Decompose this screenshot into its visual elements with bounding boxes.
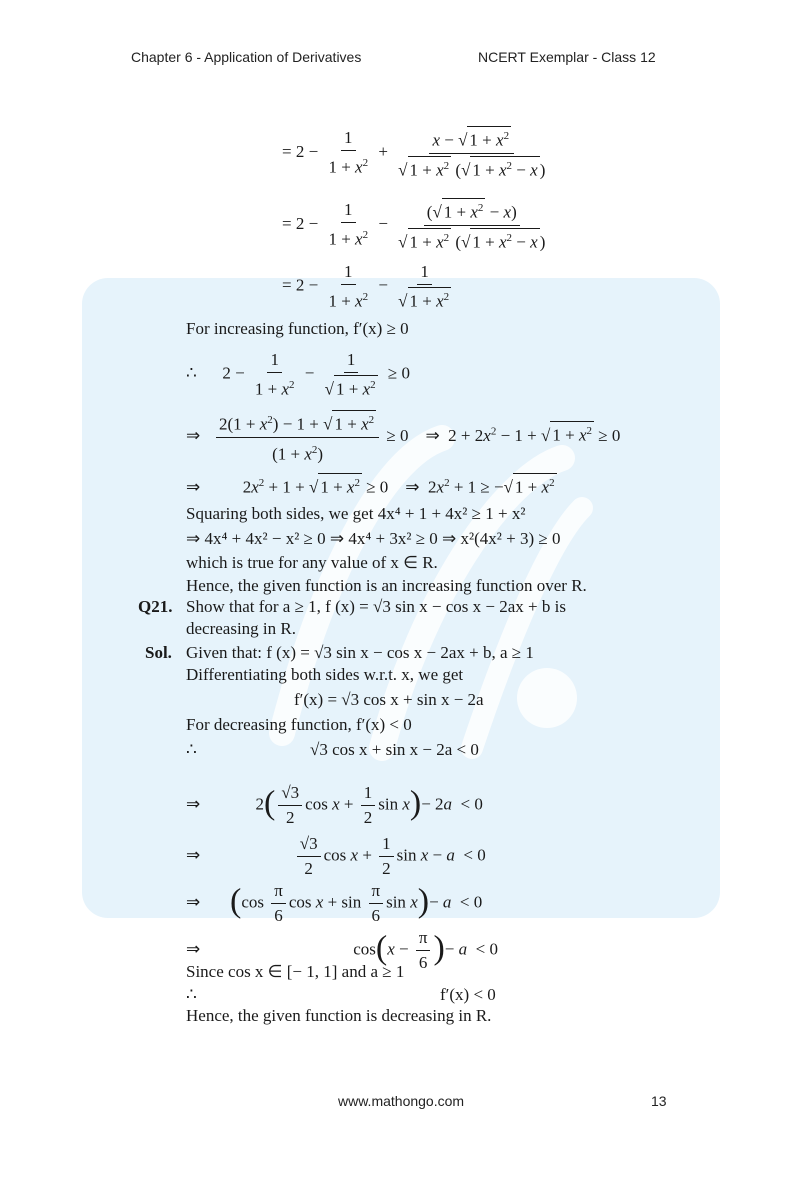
eq-line-7: √3 cos x + sin x − 2a < 0 — [310, 740, 479, 759]
page-number: 13 — [651, 1093, 667, 1109]
final-derivative: f′(x) < 0 — [440, 985, 496, 1004]
therefore-symbol-2: ∴ — [186, 985, 197, 1004]
eq-line-1: = 2 − $\frac{1}{1 + x^2}$ + $\frac{x - √ 1 + x^2}{√ 1 + x^2 (√ 1 + x^2 - x )}$ — [282, 126, 551, 180]
solution-label: Sol. — [145, 643, 172, 662]
eq-line-2: = 2 − $\frac{1}{1 + x^2}$ − $\frac{(√ 1 + x^2 - x)}{√ 1 + x^2 (√ 1 + x^2 - x )}$ — [282, 198, 551, 252]
increasing-condition: For increasing function, f′(x) ≥ 0 — [186, 319, 409, 338]
eq-line-10: ⇒ (cos $\frac{\pi}{6}$ cos x + sin $\frac{\pi}{6}$ sin x)− a < 0 — [186, 881, 483, 925]
eq-line-11: ⇒ cos(x − $\frac{\pi}{6}$ )− a < 0 — [186, 928, 498, 972]
eq-line-4: ∴ 2 − $\frac{1}{1 + x^2}$ − $\frac{1}{√ 1 + x^2}$ ≥ 0 — [186, 350, 410, 399]
eq-line-6: ⇒ $2x^2 + 1$ + √ $1 + x^2 \ge 0$ ⇒ $2x^2 + 1$ ≥ −√ $1 + x^2$ — [186, 473, 557, 498]
given-line: Given that: f (x) = √3 sin x − cos x − 2ax + b, a ≥ 1 — [186, 643, 534, 662]
header-book: NCERT Exemplar - Class 12 — [478, 49, 656, 65]
eq-line-5: ⇒ $\frac{2(1 + x^2) - 1 + √ 1 + x^2}{(1 + x^2)}$ ≥ 0 ⇒ $2 + 2x^2 - 1$ + √ $1 + x^2 \ge 0$ — [186, 410, 620, 464]
question-text-2: decreasing in R. — [186, 619, 296, 638]
squaring-line: Squaring both sides, we get 4x⁴ + 1 + 4x² ≥ 1 + x² — [186, 504, 526, 523]
true-statement: which is true for any value of x ∈ R. — [186, 553, 438, 572]
eq-line-9: ⇒ $\frac{√3}{2}$ cos x + $\frac{1}{2}$ sin x − a < 0 — [186, 834, 486, 878]
question-text: Show that for a ≥ 1, f (x) = √3 sin x − cos x − 2ax + b is — [186, 597, 566, 616]
therefore-symbol: ∴ — [186, 740, 197, 759]
eq-line-8: ⇒ 2( $\frac{√3}{2}$ cos x + $\frac{1}{2}$ sin x)− 2a < 0 — [186, 783, 483, 827]
since-line: Since cos x ∈ [− 1, 1] and a ≥ 1 — [186, 962, 405, 981]
implication-line: ⇒ 4x⁴ + 4x² − x² ≥ 0 ⇒ 4x⁴ + 3x² ≥ 0 ⇒ x²(4x² + 3) ≥ 0 — [186, 529, 561, 548]
footer-website: www.mathongo.com — [338, 1093, 465, 1109]
decreasing-condition: For decreasing function, f′(x) < 0 — [186, 715, 412, 734]
question-label: Q21. — [138, 597, 173, 616]
conclusion-increasing: Hence, the given function is an increasing function over R. — [186, 576, 587, 595]
derivative-line: f′(x) = √3 cos x + sin x − 2a — [294, 690, 484, 709]
conclusion-decreasing: Hence, the given function is decreasing in R. — [186, 1006, 492, 1025]
differentiating-line: Differentiating both sides w.r.t. x, we get — [186, 665, 464, 684]
header-chapter: Chapter 6 - Application of Derivatives — [131, 49, 362, 65]
eq-line-3: = 2 − $\frac{1}{1 + x^2}$ − $\frac{1}{√ 1 + x^2}$ — [282, 262, 450, 311]
